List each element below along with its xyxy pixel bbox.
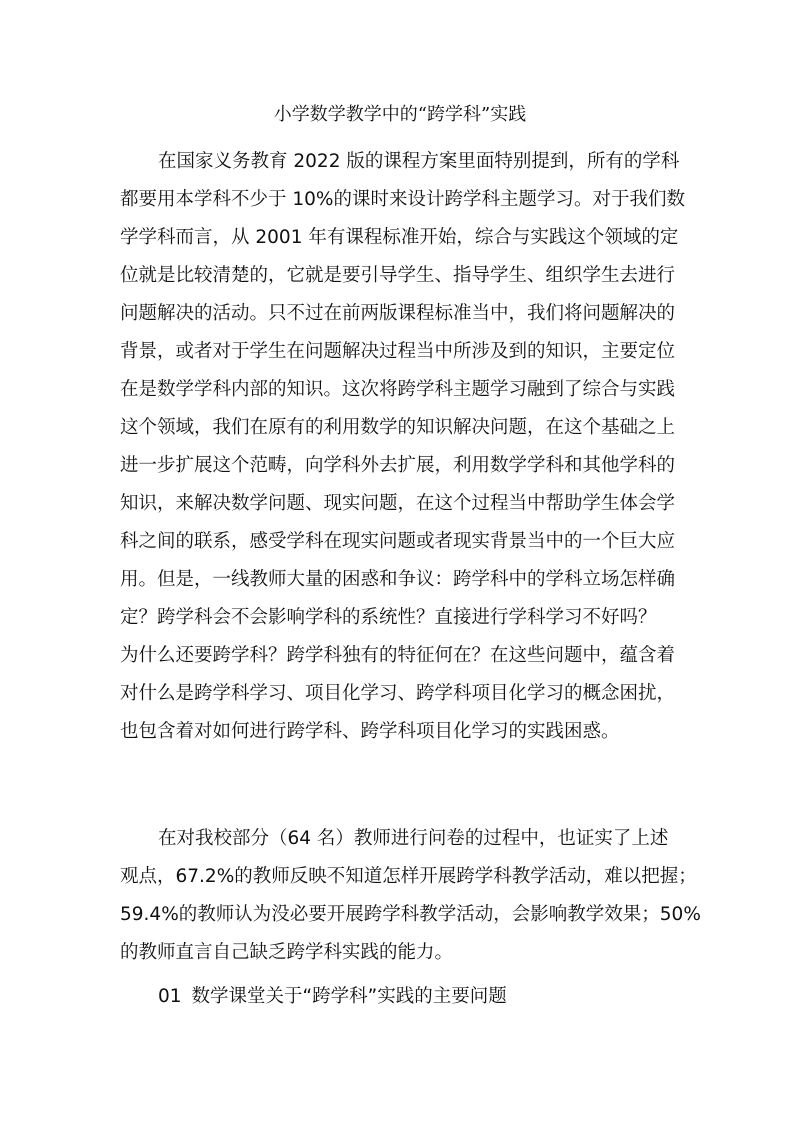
paragraph-line: 59.4%的教师认为没必要开展跨学科教学活动，会影响教学效果；50% xyxy=(120,904,701,925)
paragraph-line: 这个领域，我们在原有的利用数学的知识解决问题，在这个基础之上 xyxy=(120,417,676,438)
paragraph-line: 用。但是，一线教师大量的困惑和争议：跨学科中的学科立场怎样确 xyxy=(120,569,676,590)
paragraph-survey xyxy=(120,820,701,972)
paragraph-line: 问题解决的活动。只不过在前两版课程标准当中，我们将问题解决的 xyxy=(120,303,676,324)
paragraph-line: 知识，来解决数学问题、现实问题，在这个过程当中帮助学生体会学 xyxy=(120,493,676,514)
paragraph-line: 观点，67.2%的教师反映不知道怎样开展跨学科教学活动，难以把握； xyxy=(120,866,697,887)
paragraph-line: 为什么还要跨学科？跨学科独有的特征何在？在这些问题中，蕴含着 xyxy=(120,645,676,666)
paragraph-line: 也包含着对如何进行跨学科、跨学科项目化学习的实践困惑。 xyxy=(120,721,620,742)
paragraph-line: 定？跨学科会不会影响学科的系统性？直接进行学科学习不好吗？ xyxy=(120,607,657,628)
section-heading-line xyxy=(120,978,690,1016)
paragraph-line: 的教师直言自己缺乏跨学科实践的能力。 xyxy=(120,942,454,963)
paragraph-line: 学学科而言，从 2001 年有课程标准开始，综合与实践这个领域的定 xyxy=(120,227,679,248)
paragraph-line: 对什么是跨学科学习、项目化学习、跨学科项目化学习的概念困扰， xyxy=(120,683,676,704)
paragraph-line: 在是数学学科内部的知识。这次将跨学科主题学习融到了综合与实践 xyxy=(120,379,676,400)
paragraph-line: 背景，或者对于学生在问题解决过程当中所涉及到的知识，主要定位 xyxy=(120,341,676,362)
document-title: 小学数学教学中的“跨学科”实践 xyxy=(273,104,527,125)
paragraph-line: 位就是比较清楚的，它就是要引导学生、指导学生、组织学生去进行 xyxy=(120,265,676,286)
section-heading xyxy=(120,978,690,1016)
section-number: 01 xyxy=(158,986,182,1007)
paragraph-line: 进一步扩展这个范畴，向学科外去扩展，利用数学学科和其他学科的 xyxy=(120,455,676,476)
paragraph-line: 科之间的联系，感受学科在现实问题或者现实背景当中的一个巨大应 xyxy=(120,531,676,552)
paragraph-line: 在国家义务教育 2022 版的课程方案里面特别提到，所有的学科 xyxy=(158,151,680,172)
paragraph-line: 都要用本学科不少于 10%的课时来设计跨学科主题学习。对于我们数 xyxy=(120,189,686,210)
paragraph-intro xyxy=(120,143,690,751)
paragraph-line: 在对我校部分（64 名）教师进行问卷的过程中，也证实了上述 xyxy=(158,828,669,849)
section-heading-text: 数学课堂关于“跨学科”实践的主要问题 xyxy=(191,986,507,1007)
